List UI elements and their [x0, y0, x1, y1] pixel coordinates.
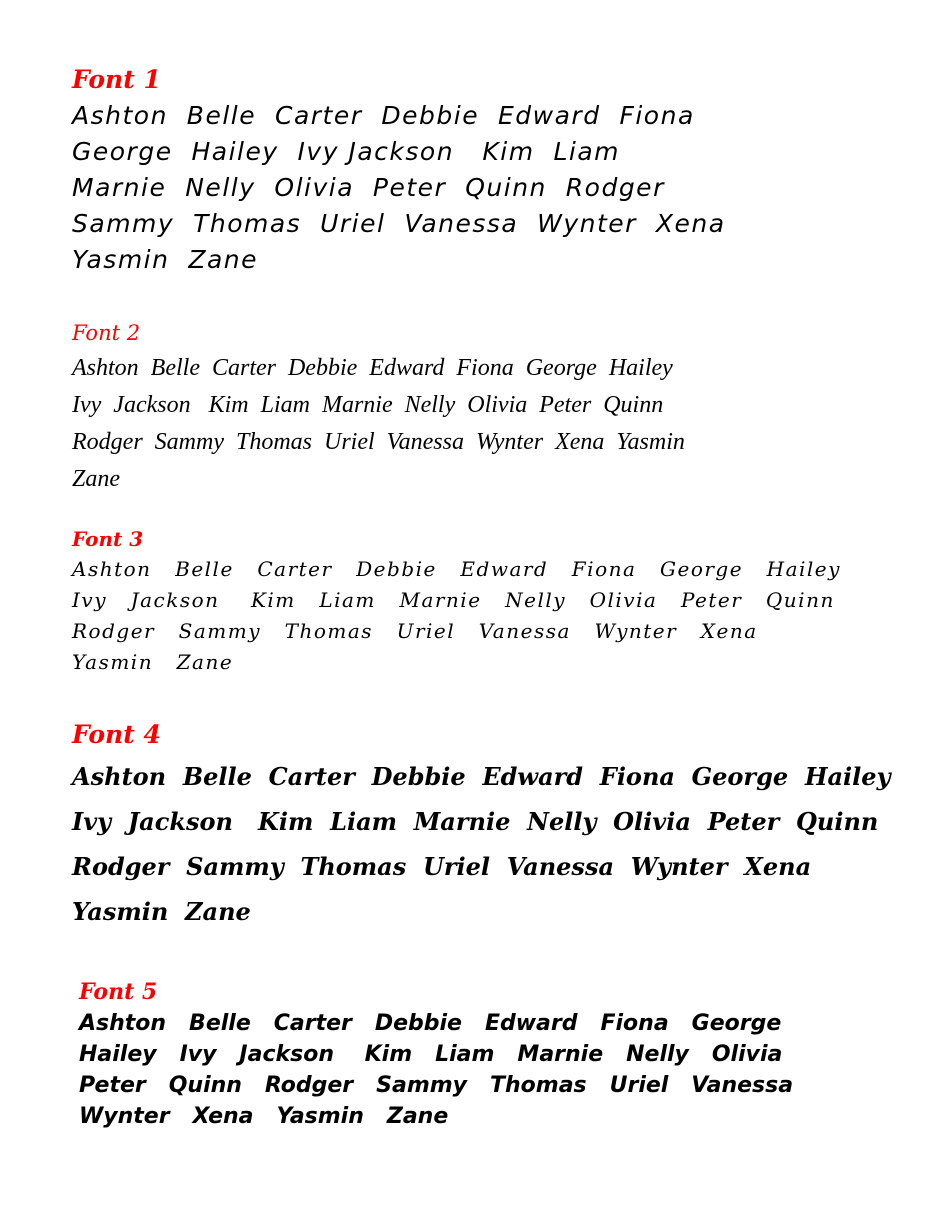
name-list: [72, 554, 841, 678]
name-list: [79, 1008, 819, 1132]
name-line: Ivy Jackson Kim Liam Marnie Nelly Olivia Peter Quinn: [72, 588, 835, 612]
name-line: Peter Quinn Rodger Sammy Thomas Uriel Vanessa: [79, 1073, 794, 1098]
name-line: Rodger Sammy Thomas Uriel Vanessa Wynter Xena Yasmin: [72, 429, 685, 455]
font-sample-2: [72, 316, 812, 498]
name-line: Ivy Jackson Kim Liam Marnie Nelly Olivia Peter Quinn: [72, 392, 664, 418]
name-line: Sammy Thomas Uriel Vanessa Wynter Xena: [72, 209, 726, 238]
name-line: Rodger Sammy Thomas Uriel Vanessa Wynter Xena: [72, 619, 758, 643]
name-line: Ashton Belle Carter Debbie Edward Fiona George: [79, 1011, 782, 1036]
font-heading: Font 1: [72, 65, 161, 94]
name-line: Hailey Ivy Jackson Kim Liam Marnie Nelly Olivia: [79, 1042, 783, 1067]
name-line: Yasmin Zane: [72, 245, 259, 274]
name-line: Zane: [72, 466, 120, 492]
name-line: George Hailey Ivy Jackson Kim Liam: [72, 137, 621, 166]
name-line: Ashton Belle Carter Debbie Edward Fiona George Hailey: [72, 762, 891, 791]
name-line: Ashton Belle Carter Debbie Edward Fiona: [72, 101, 695, 130]
font-sample-1: [72, 62, 812, 278]
font-heading: Font 2: [72, 321, 141, 345]
name-line: Ivy Jackson Kim Liam Marnie Nelly Olivia Peter Quinn: [72, 807, 879, 836]
name-line: Yasmin Zane: [72, 650, 234, 674]
font-heading: Font 4: [72, 720, 161, 749]
font-sample-4: [72, 716, 891, 934]
name-line: Rodger Sammy Thomas Uriel Vanessa Wynter Xena: [72, 852, 812, 881]
name-line: Ashton Belle Carter Debbie Edward Fiona George Hailey: [72, 355, 673, 381]
name-line: Ashton Belle Carter Debbie Edward Fiona George Hailey: [72, 557, 841, 581]
name-list: [72, 350, 812, 498]
font-heading: Font 3: [72, 527, 144, 551]
font-sample-5: [79, 976, 819, 1132]
font-heading: Font 5: [79, 979, 158, 1005]
name-line: Wynter Xena Yasmin Zane: [79, 1104, 449, 1129]
name-line: Marnie Nelly Olivia Peter Quinn Rodger: [72, 173, 665, 202]
name-line: Yasmin Zane: [72, 897, 251, 926]
font-sample-3: [72, 524, 841, 678]
name-list: [72, 98, 812, 278]
name-list: [72, 754, 891, 934]
